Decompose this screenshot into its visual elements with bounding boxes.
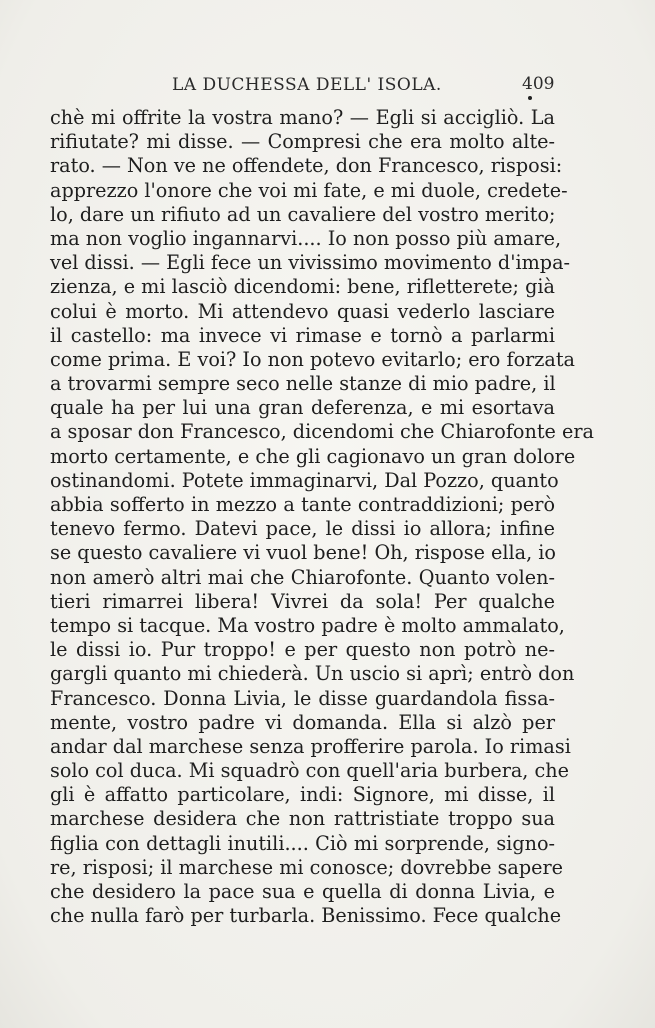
text-line: rifiutate? mi disse. — Compresi che era molto alte- <box>50 130 555 154</box>
text-line: lo, dare un rifiuto ad un cavaliere del vostro merito; <box>50 202 556 226</box>
text-line: gli è affatto particolare, indi: Signore, mi disse, il <box>50 783 555 807</box>
text-line: ostinandomi. Potete immaginarvi, Dal Pozzo, quanto <box>50 468 559 492</box>
text-line: solo col duca. Mi squadrò con quell'aria burbera, che <box>50 759 569 783</box>
text-line: come prima. E voi? Io non potevo evitarlo; ero forzata <box>50 347 575 371</box>
ink-speck <box>528 96 532 100</box>
text-line: ma non voglio ingannarvi.... Io non posso più amare, <box>50 226 562 250</box>
page-number: 409 <box>522 74 555 94</box>
text-line: gargli quanto mi chiederà. Un uscio si aprì; entrò don <box>50 662 575 686</box>
text-line: le dissi io. Pur troppo! e per questo non potrò ne- <box>50 638 555 662</box>
text-line: che desidero la pace sua e quella di donna Livia, e <box>50 880 555 903</box>
text-line: tenevo fermo. Datevi pace, le dissi io allora; infine <box>50 517 555 541</box>
text-line: a sposar don Francesco, dicendomi che Chiarofonte era <box>50 420 594 444</box>
text-line: morto certamente, e che gli cagionavo un gran dolore <box>50 444 576 468</box>
text-line: a trovarmi sempre seco nelle stanze di mio padre, il <box>50 372 556 396</box>
text-line: colui è morto. Mi attendevo quasi vederlo lasciare <box>50 299 555 323</box>
text-line: andar dal marchese senza profferire parola. Io rimasi <box>50 734 571 758</box>
body-text <box>50 106 594 928</box>
text-line: non amerò altri mai che Chiarofonte. Quanto volen- <box>50 565 555 589</box>
text-line: mente, vostro padre vi domanda. Ella si alzò per <box>50 710 555 734</box>
text-line: rato. — Non ve ne offendete, don Francesco, risposi: <box>50 154 563 178</box>
text-line: figlia con dettagli inutili.... Ciò mi sorprende, signo- <box>50 831 555 855</box>
text-line: quale ha per lui una gran deferenza, e mi esortava <box>50 396 555 420</box>
text-line: re, risposi; il marchese mi conosce; dovrebbe sapere <box>50 855 564 879</box>
text-line: tieri rimarrei libera! Vivrei da sola! Per qualche <box>50 589 555 613</box>
text-line: che nulla farò per turbarla. Benissimo. Fece qualche <box>50 904 562 928</box>
text-line: vel dissi. — Egli fece un vivissimo movimento d'impa- <box>50 251 571 275</box>
text-line: apprezzo l'onore che voi mi fate, e mi duole, credete- <box>50 178 568 202</box>
text-line: zienza, e mi lasciò dicendomi: bene, rifletterete; già <box>50 275 555 299</box>
text-line: marchese desidera che non rattristiate troppo sua <box>50 807 555 831</box>
text-line: Francesco. Donna Livia, le disse guardandola fissa- <box>50 686 555 710</box>
running-title: LA DUCHESSA DELL' ISOLA. <box>172 75 442 95</box>
text-line: abbia sofferto in mezzo a tante contraddizioni; però <box>50 493 555 516</box>
text-line: tempo si tacque. Ma vostro padre è molto ammalato, <box>50 613 565 637</box>
text-line: se questo cavaliere vi vuol bene! Oh, rispose ella, io <box>50 541 556 565</box>
text-line: chè mi offrite la vostra mano? — Egli si accigliò. La <box>50 106 555 129</box>
text-line: il castello: ma invece vi rimase e tornò a parlarmi <box>50 323 555 347</box>
